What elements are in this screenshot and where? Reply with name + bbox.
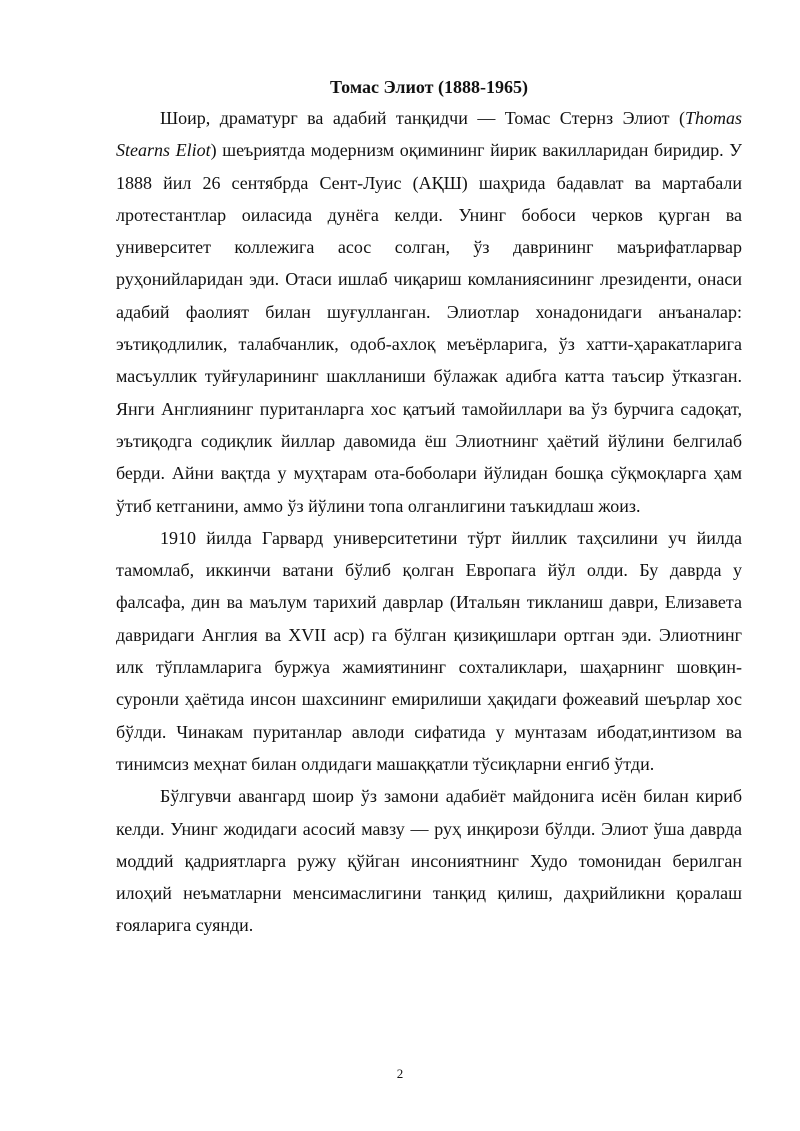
paragraph-1-text-end: ) шеъриятда модернизм оқимининг йирик вакилларидан биридир. У 1888 йил 26 сентябрда Сент-Луис (АҚШ) шаҳрида бадавлат ва мартабали лротестантлар оиласида дунёга келди. Унинг бобоси черков қурган ва университет коллежига асос солган, ўз даврининг маърифатларвар руҳонийларидан эди. Отаси ишлаб чиқариш комланиясининг лрезиденти, онаси адабий фаолият билан шуғулланган. Элиотлар хонадонидаги анъаналар: эътиқодлилик, талабчанлик, одоб-ахлоқ меъёрларига, ўз хатти-ҳаракатларига масъуллик туйғуларининг шаклланиши бўлажак адибга катта таъсир ўтказган. Янги Англиянинг пуританларга хос қатъий тамойиллари ва ўз бурчига садоқат, эътиқодга содиқлик йиллар давомида ёш Элиотнинг ҳаётий йўлини белгилаб берди. Айни вақтда у муҳтарам ота-боболари йўлидан бошқа сўқмоқларга ҳам ўтиб кетганини, аммо ўз йўлини топа олганлигини таъкидлаш жоиз. <box>116 140 742 516</box>
paragraph-2: 1910 йилда Гарвард университетини тўрт йиллик таҳсилини уч йилда тамомлаб, иккинчи ватани бўлиб қолган Европага йўл олди. Бу даврда у фалсафа, дин ва маълум тарихий даврлар (Итальян тикланиш даври, Елизавета давридаги Англия ва XVII аср) га бўлган қизиқишлари ортган эди. Элиотнинг илк тўпламларига буржуа жамиятининг сохталиклари, шаҳарнинг шовқин-суронли ҳаётида инсон шахсининг емирилиши ҳақидаги фожеавий шеърлар хос бўлди. Чинакам пуританлар авлоди сифатида у мунтазам ибодат,интизом ва тинимсиз меҳнат билан олдидаги машаққатли тўсиқларни енгиб ўтди. <box>116 527 742 774</box>
paragraph-3: Бўлгувчи авангард шоир ўз замони адабиёт майдонига исён билан кириб келди. Унинг жодидаги асосий мавзу — руҳ инқирози бўлди. Элиот ўша даврда моддий қадриятларга ружу қўйган инсониятнинг Худо томонидан берилган илоҳий неъматларни менсимаслигини танқид қилиш, даҳрийликни қоралаш ғояларига суянди. <box>116 786 742 936</box>
document-title: Томас Элиот (1888-1965) <box>329 77 528 97</box>
paragraph-1-italic-name: Thomas Stearns Eliot <box>116 108 742 161</box>
paragraph-1 <box>116 102 742 522</box>
page-content <box>116 72 742 942</box>
paragraph-1-text-start: Шоир, драматург ва адабий танқидчи — Томас Стернз Элиот ( <box>160 108 685 128</box>
page-number: 2 <box>396 1066 404 1081</box>
